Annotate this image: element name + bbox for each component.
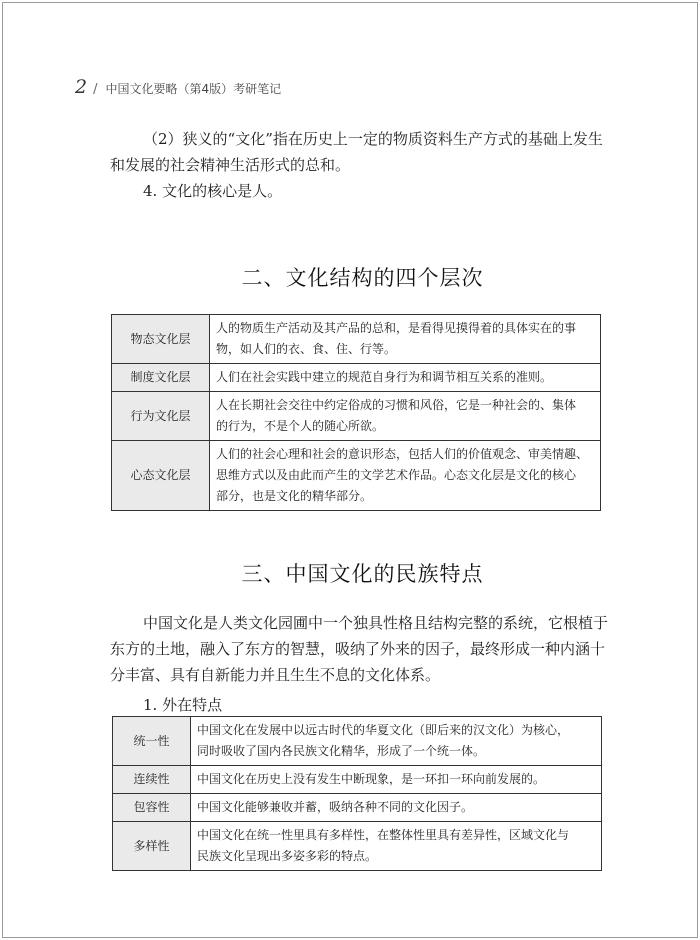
core-statement: 4. 文化的核心是人。 <box>143 182 283 200</box>
row-label: 统一性 <box>113 717 191 766</box>
running-header <box>75 76 281 100</box>
external-traits-table <box>112 716 602 871</box>
culture-structure-table <box>111 314 601 511</box>
row-description: 人的物质生产活动及其产品的总和，是看得见摸得着的具体实在的事 物，如人们的衣、食、住、行等。 <box>210 315 601 364</box>
paragraph-line: 东方的土地，融入了东方的智慧，吸纳了外来的因子，最终形成一种内涵十 <box>110 640 606 658</box>
intro-line: 和发展的社会精神生活形式的总和。 <box>110 156 351 174</box>
row-label: 行为文化层 <box>112 392 210 441</box>
row-description: 中国文化能够兼收并蓄，吸纳各种不同的文化因子。 <box>191 794 602 822</box>
row-label: 制度文化层 <box>112 364 210 392</box>
section-heading-national-traits: 三、中国文化的民族特点 <box>241 562 484 586</box>
book-title: 中国文化要略（第4版）考研笔记 <box>105 82 282 96</box>
table-row <box>113 717 602 766</box>
row-label: 物态文化层 <box>112 315 210 364</box>
row-label: 包容性 <box>113 794 191 822</box>
subheading-external-traits: 1. 外在特点 <box>143 696 223 714</box>
table-row <box>112 392 601 441</box>
row-description: 人们的社会心理和社会的意识形态，包括人们的价值观念、审美情趣、 思维方式以及由此而产生的文学艺术作品。心态文化层是文化的核心 部分，也是文化的精华部分。 <box>210 441 601 511</box>
row-description: 人们在社会实践中建立的规范自身行为和调节相互关系的准则。 <box>210 364 601 392</box>
table-row <box>113 766 602 794</box>
paragraph-line: 分丰富、具有自新能力并且生生不息的文化体系。 <box>110 666 441 684</box>
page-number: 2 <box>75 76 88 98</box>
table-row <box>113 822 602 871</box>
paragraph-line: 中国文化是人类文化园圃中一个独具性格且结构完整的系统，它根植于 <box>143 614 609 632</box>
row-description: 中国文化在历史上没有发生中断现象，是一环扣一环向前发展的。 <box>191 766 602 794</box>
row-label: 连续性 <box>113 766 191 794</box>
intro-line: （2）狭义的“文化”指在历史上一定的物质资料生产方式的基础上发生 <box>143 130 603 148</box>
row-label: 心态文化层 <box>112 441 210 511</box>
table-row <box>113 794 602 822</box>
row-description: 中国文化在统一性里具有多样性，在整体性里具有差异性，区域文化与 民族文化呈现出多姿多彩的特点。 <box>191 822 602 871</box>
table-row <box>112 364 601 392</box>
row-label: 多样性 <box>113 822 191 871</box>
row-description: 人在长期社会交往中约定俗成的习惯和风俗，它是一种社会的、集体 的行为，不是个人的随心所欲。 <box>210 392 601 441</box>
intro-paragraph <box>110 126 615 204</box>
header-separator: / <box>93 82 98 97</box>
section-heading-structure: 二、文化结构的四个层次 <box>241 266 484 290</box>
traits-paragraph <box>110 610 615 688</box>
row-description: 中国文化在发展中以远古时代的华夏文化（即后来的汉文化）为核心， 同时吸收了国内各民族文化精华，形成了一个统一体。 <box>191 717 602 766</box>
table-row <box>112 441 601 511</box>
table-row <box>112 315 601 364</box>
